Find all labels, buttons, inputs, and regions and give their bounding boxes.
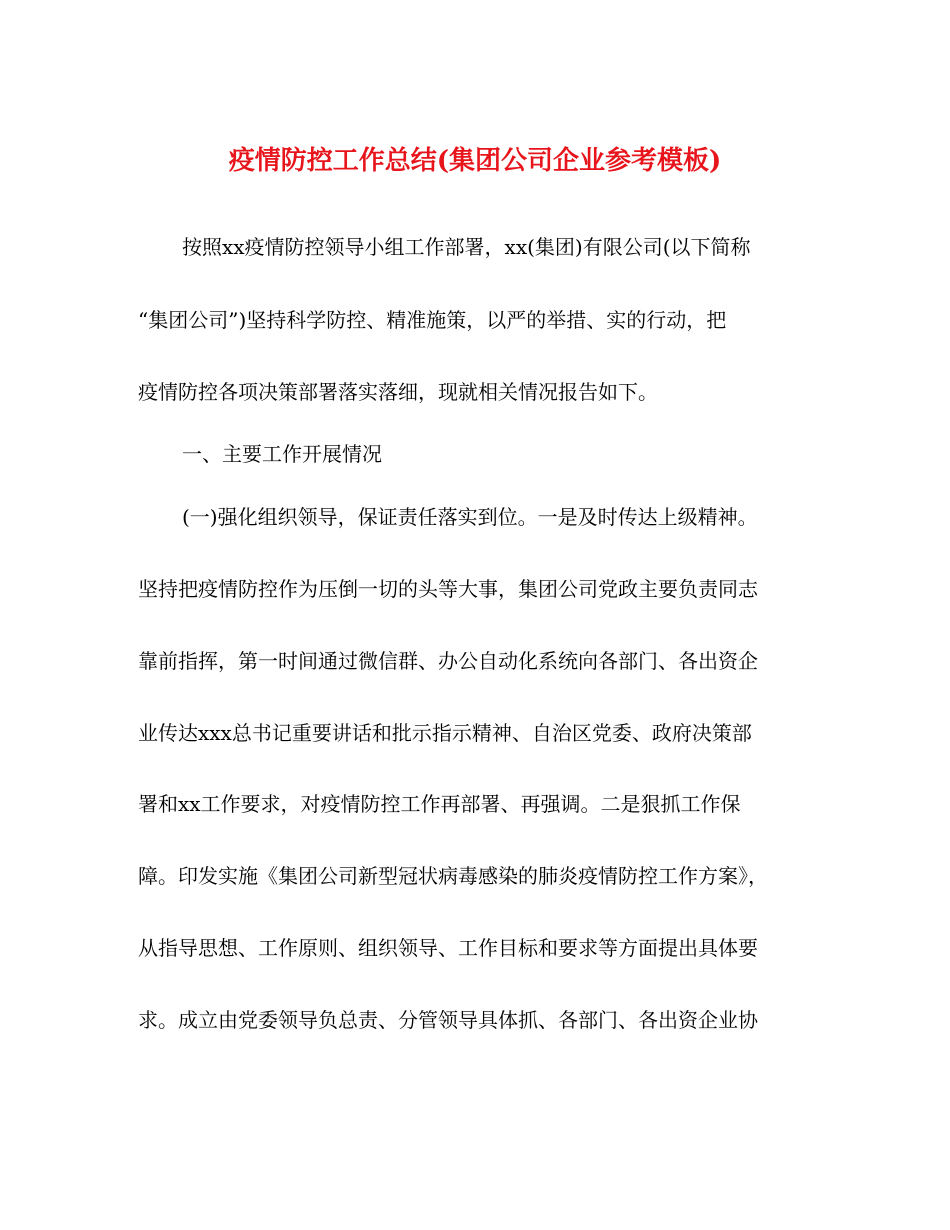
- paragraph-line-7: 业传达xxx总书记重要讲话和批示指示精神、自治区党委、政府决策部: [138, 721, 752, 745]
- paragraph-line-5: 坚持把疫情防控作为压倒一切的头等大事，集团公司党政主要负责同志: [138, 577, 758, 601]
- paragraph-line-4: (一)强化组织领导，保证责任落实到位。一是及时传达上级精神。: [182, 505, 758, 529]
- section-heading: 一、主要工作开展情况: [182, 442, 382, 466]
- paragraph-line-6: 靠前指挥，第一时间通过微信群、办公自动化系统向各部门、各出资企: [138, 649, 758, 673]
- paragraph-line-2: “集团公司”)坚持科学防控、精准施策，以严的举措、实的行动，把: [138, 308, 727, 332]
- paragraph-line-10: 从指导思想、工作原则、组织领导、工作目标和要求等方面提出具体要: [138, 936, 758, 960]
- document-title: 疫情防控工作总结(集团公司企业参考模板): [228, 146, 722, 176]
- paragraph-line-8: 署和xx工作要求，对疫情防控工作再部署、再强调。二是狠抓工作保: [138, 792, 741, 816]
- paragraph-line-3: 疫情防控各项决策部署落实落细，现就相关情况报告如下。: [138, 380, 658, 404]
- paragraph-line-11: 求。成立由党委领导负总责、分管领导具体抓、各部门、各出资企业协: [138, 1008, 758, 1032]
- paragraph-line-1: 按照xx疫情防控领导小组工作部署，xx(集团)有限公司(以下简称: [182, 235, 751, 259]
- paragraph-line-9: 障。印发实施《集团公司新型冠状病毒感染的肺炎疫情防控工作方案》，: [138, 864, 768, 888]
